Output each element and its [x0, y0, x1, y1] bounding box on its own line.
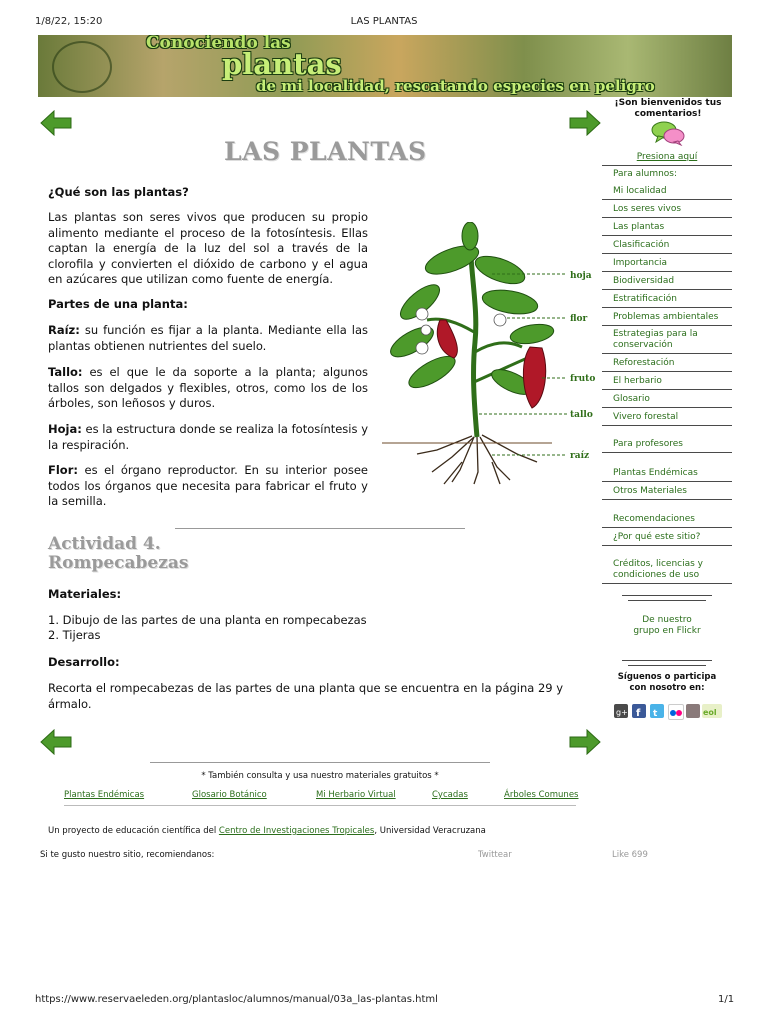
- part-hoja: [48, 422, 368, 453]
- print-url: https://www.reservaeleden.org/plantasloc/alumnos/manual/03a_las-plantas.html: [35, 994, 438, 1005]
- term-flor: Flor:: [48, 463, 78, 477]
- svg-text:f: f: [636, 708, 641, 719]
- intro-question: ¿Qué son las plantas?: [48, 185, 189, 199]
- project-prefix: Un proyecto de educación científica del: [48, 826, 219, 836]
- sidebar-item-por-que[interactable]: ¿Por qué este sitio?: [602, 532, 732, 546]
- divider: [64, 805, 576, 806]
- follow-text: Síguenos o participa con nosotro en:: [617, 672, 717, 693]
- sidebar-item-clasificacion[interactable]: Clasificación: [602, 240, 732, 254]
- prev-arrow-icon[interactable]: [40, 729, 72, 755]
- material-item: 2. Tijeras: [48, 628, 101, 642]
- sidebar-item-estrategias[interactable]: Estrategias para la conservación: [602, 329, 732, 354]
- sidebar-item-biodiversidad[interactable]: Biodiversidad: [602, 276, 732, 290]
- comments-icon[interactable]: [650, 120, 686, 146]
- sidebar-welcome: ¡Son bienvenidos tus comentarios!: [614, 98, 722, 119]
- footer-link-arboles[interactable]: Árboles Comunes: [504, 790, 579, 800]
- sidebar-item-otros-materiales[interactable]: Otros Materiales: [602, 486, 732, 500]
- sidebar-item-las-plantas[interactable]: Las plantas: [602, 222, 732, 236]
- sidebar-item-vivero[interactable]: Vivero forestal: [602, 412, 732, 426]
- twitter-icon[interactable]: [650, 704, 664, 718]
- divider: [622, 660, 712, 661]
- print-datetime: 1/8/22, 15:20: [35, 16, 103, 27]
- banner-line1: Conociendo las: [146, 35, 291, 53]
- sidebar-item-herbario[interactable]: El herbario: [602, 376, 732, 390]
- part-flor: [48, 463, 368, 510]
- sidebar-item-recomendaciones[interactable]: Recomendaciones: [602, 514, 732, 528]
- svg-text:eol: eol: [703, 708, 717, 717]
- activity-title-line1: Actividad 4.: [48, 534, 161, 554]
- project-suffix: , Universidad Veracruzana: [374, 826, 486, 836]
- banner-line3: de mi localidad, rescatando especies en peligro: [256, 77, 655, 95]
- google-plus-icon[interactable]: [614, 704, 628, 718]
- flickr-icon[interactable]: [668, 704, 684, 720]
- like-button[interactable]: Like 699: [612, 850, 648, 860]
- print-page: 1/1: [718, 994, 735, 1005]
- text-raiz: su función es fijar a la planta. Mediante ella las plantas obtienen nutrientes del suelo.: [48, 323, 368, 353]
- development-text: Recorta el rompecabezas de las partes de una planta que se encuentra en la página 29 y ármalo.: [48, 681, 564, 711]
- label-tallo: tallo: [570, 410, 593, 420]
- pepper-left: [437, 320, 457, 358]
- sidebar-item-estratificacion[interactable]: Estratificación: [602, 294, 732, 308]
- print-title: LAS PLANTAS: [350, 16, 418, 27]
- eol-icon[interactable]: [702, 704, 722, 718]
- cit-link[interactable]: Centro de Investigaciones Tropicales: [218, 826, 375, 836]
- term-tallo: Tallo:: [48, 365, 83, 379]
- sidebar-item-importancia[interactable]: Importancia: [602, 258, 732, 272]
- footer-note: * También consulta y usa nuestro materiales gratuitos *: [201, 771, 439, 781]
- part-tallo: [48, 365, 368, 412]
- divider: [175, 528, 465, 529]
- sidebar-item-mi-localidad[interactable]: Mi localidad: [602, 186, 732, 200]
- divider: [602, 165, 732, 166]
- text-flor: es el órgano reproductor. En su interior posee todos los órganos que necesita para fabricar el fruto y la semilla.: [48, 463, 368, 508]
- label-fruto: fruto: [570, 374, 596, 384]
- footer-link-herbario[interactable]: Mi Herbario Virtual: [316, 790, 396, 800]
- sidebar-item-para-alumnos: Para alumnos:: [613, 169, 678, 179]
- flickr-link[interactable]: De nuestro grupo en Flickr: [633, 615, 701, 636]
- project-credit: [48, 826, 486, 836]
- plant-diagram: [382, 222, 600, 486]
- material-item: 1. Dibujo de las partes de una planta en rompecabezas: [48, 613, 367, 627]
- parts-heading: Partes de una planta:: [48, 297, 188, 311]
- label-raiz: raíz: [570, 451, 590, 461]
- blog-icon[interactable]: [686, 704, 700, 718]
- svg-text:t: t: [653, 709, 658, 719]
- sidebar-item-problemas[interactable]: Problemas ambientales: [602, 312, 732, 326]
- prev-arrow-icon[interactable]: [40, 110, 72, 136]
- facebook-icon[interactable]: [632, 704, 646, 718]
- part-raiz: [48, 323, 368, 354]
- intro-text: Las plantas son seres vivos que producen su propio alimento mediante el proceso de la fotosíntesis. Ellas captan la energía de la luz del sol a través de la clorofila y convierten el dióxido de carbono y el agua en azúcares que utilizan como fuente de energía.: [48, 210, 368, 286]
- root-drawing: [417, 435, 537, 484]
- development-heading: Desarrollo:: [48, 655, 120, 669]
- sidebar-item-seres-vivos[interactable]: Los seres vivos: [602, 204, 732, 218]
- svg-text:g+: g+: [616, 708, 628, 717]
- divider: [622, 595, 712, 596]
- sidebar-item-plantas-endemicas[interactable]: Plantas Endémicas: [602, 468, 732, 482]
- banner-line2: plantas: [222, 47, 342, 81]
- label-flor: flor: [570, 314, 588, 324]
- logo: [52, 41, 112, 93]
- activity-title: [48, 535, 188, 573]
- term-raiz: Raíz:: [48, 323, 80, 337]
- activity-title-line2: Rompecabezas: [48, 553, 189, 573]
- materials-heading: Materiales:: [48, 587, 122, 601]
- footer-link-endemicas[interactable]: Plantas Endémicas: [64, 790, 145, 800]
- sidebar-item-reforestacion[interactable]: Reforestación: [602, 358, 732, 372]
- text-tallo: es el que le da soporte a la planta; algunos tallos son delgados y flexibles, otros, como los de los árboles, son leñosos y duros.: [48, 365, 368, 410]
- label-hoja: hoja: [570, 271, 592, 281]
- next-arrow-icon[interactable]: [569, 110, 601, 136]
- page-title: LAS PLANTAS: [224, 137, 427, 166]
- next-arrow-icon[interactable]: [569, 729, 601, 755]
- divider: [150, 762, 490, 763]
- footer-link-glosario[interactable]: Glosario Botánico: [192, 790, 267, 800]
- recommend-text: Si te gusto nuestro sitio, recomiendanos:: [40, 850, 215, 860]
- press-here-link[interactable]: Presiona aquí: [636, 152, 698, 162]
- term-hoja: Hoja:: [48, 422, 82, 436]
- tweet-button[interactable]: Twittear: [478, 850, 512, 860]
- sidebar-item-glosario[interactable]: Glosario: [602, 394, 732, 408]
- divider: [628, 600, 706, 601]
- divider: [628, 665, 706, 666]
- sidebar-item-creditos[interactable]: Créditos, licencias y condiciones de uso: [602, 559, 732, 584]
- footer-link-cycadas[interactable]: Cycadas: [432, 790, 468, 800]
- site-banner[interactable]: [38, 35, 732, 97]
- text-hoja: es la estructura donde se realiza la fotosíntesis y la respiración.: [48, 422, 368, 452]
- sidebar-item-para-profesores[interactable]: Para profesores: [602, 439, 732, 453]
